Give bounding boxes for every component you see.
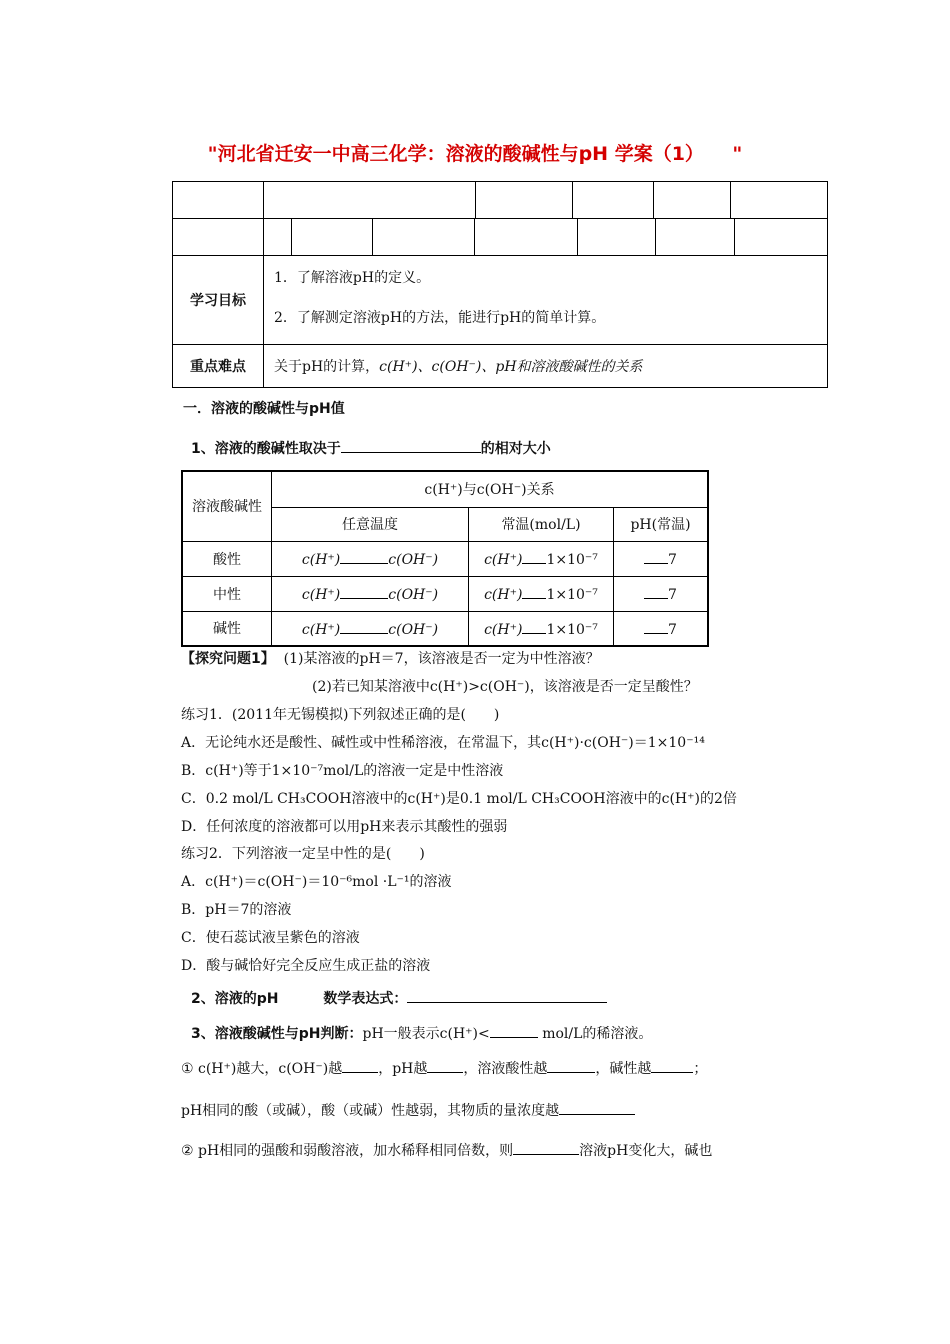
- exercise-2-option-c: C．使石蕊试液呈紫色的溶液: [181, 930, 360, 946]
- goal-2: 2．了解测定溶液pH的方法，能进行pH的简单计算。: [274, 310, 606, 326]
- table-corner: 溶液酸碱性: [182, 471, 272, 541]
- key-label: 重点难点: [173, 345, 264, 388]
- col-any-temp: 任意温度: [272, 507, 469, 541]
- question-3-part-1: ① c(H⁺)越大，c(OH⁻)越 ，pH越 ，溶液酸性越 ，碱性越 ；: [181, 1058, 707, 1078]
- exercise-2-option-b: B．pH＝7的溶液: [181, 902, 292, 918]
- goal-label: 学习目标: [173, 256, 264, 345]
- question-3-part-2: ② pH相同的强酸和弱酸溶液，加水稀释相同倍数，则 溶液pH变化大，碱也: [181, 1140, 712, 1160]
- table-row: 碱性 c(H⁺) c(OH⁻) c(H⁺) 1×10⁻⁷ 7: [182, 611, 708, 646]
- question-3: 3、溶液酸碱性与pH判断：pH一般表示c(H⁺)< mol/L的稀溶液。: [191, 1023, 652, 1043]
- question-2: 2、溶液的pH 数学表达式：: [191, 988, 607, 1008]
- exercise-1-option-b: B．c(H⁺)等于1×10⁻⁷mol/L的溶液一定是中性溶液: [181, 763, 504, 779]
- col-room-temp: 常温(mol/L): [469, 507, 614, 541]
- explore-2: (2)若已知某溶液中c(H⁺)>c(OH⁻)，该溶液是否一定呈酸性？: [312, 679, 698, 695]
- goal-1: 1．了解溶液pH的定义。: [274, 270, 431, 286]
- exercise-1-option-c: C．0.2 mol/L CH₃COOH溶液中的c(H⁺)是0.1 mol/L CH₃COOH溶液中的c(H⁺)的2倍: [181, 791, 737, 807]
- exercise-1-option-a: A．无论纯水还是酸性、碱性或中性稀溶液，在常温下，其c(H⁺)·c(OH⁻)＝1×10⁻¹⁴: [181, 735, 705, 751]
- answer-blank[interactable]: [341, 438, 481, 453]
- table-row: 酸性 c(H⁺) c(OH⁻) c(H⁺) 1×10⁻⁷ 7: [182, 541, 708, 576]
- col-ph: pH(常温): [614, 507, 709, 541]
- page-title: "河北省迁安一中高三化学：溶液的酸碱性与pH 学案（1） ": [207, 143, 743, 165]
- key-text: 关于pH的计算，c(H⁺)、c(OH⁻)、pH和溶液酸碱性的关系: [264, 345, 828, 388]
- exercise-1-stem: 练习1．(2011年无锡模拟)下列叙述正确的是( ): [181, 707, 500, 723]
- exercise-2-stem: 练习2．下列溶液一定呈中性的是( ): [181, 846, 425, 862]
- table-row: 中性 c(H⁺) c(OH⁻) c(H⁺) 1×10⁻⁷ 7: [182, 576, 708, 611]
- formula-blank[interactable]: [407, 988, 607, 1003]
- question-1: 1、溶液的酸碱性取决于 的相对大小: [191, 438, 551, 458]
- acid-base-table: [181, 470, 709, 647]
- exercise-1-option-d: D．任何浓度的溶液都可以用pH来表示其酸性的强弱: [181, 819, 508, 835]
- question-3-same-ph: pH相同的酸（或碱），酸（或碱）性越弱，其物质的量浓度越: [181, 1100, 635, 1120]
- exercise-2-option-a: A．c(H⁺)＝c(OH⁻)＝10⁻⁶mol ·L⁻¹的溶液: [181, 874, 452, 890]
- section-1-heading: 一．溶液的酸碱性与pH值: [183, 401, 345, 417]
- relation-header: c(H⁺)与c(OH⁻)关系: [272, 471, 709, 507]
- explore-1: 【探究问题1】 (1)某溶液的pH＝7，该溶液是否一定为中性溶液？: [181, 651, 600, 667]
- info-table: [172, 181, 828, 219]
- exercise-2-option-d: D．酸与碱恰好完全反应生成正盐的溶液: [181, 958, 431, 974]
